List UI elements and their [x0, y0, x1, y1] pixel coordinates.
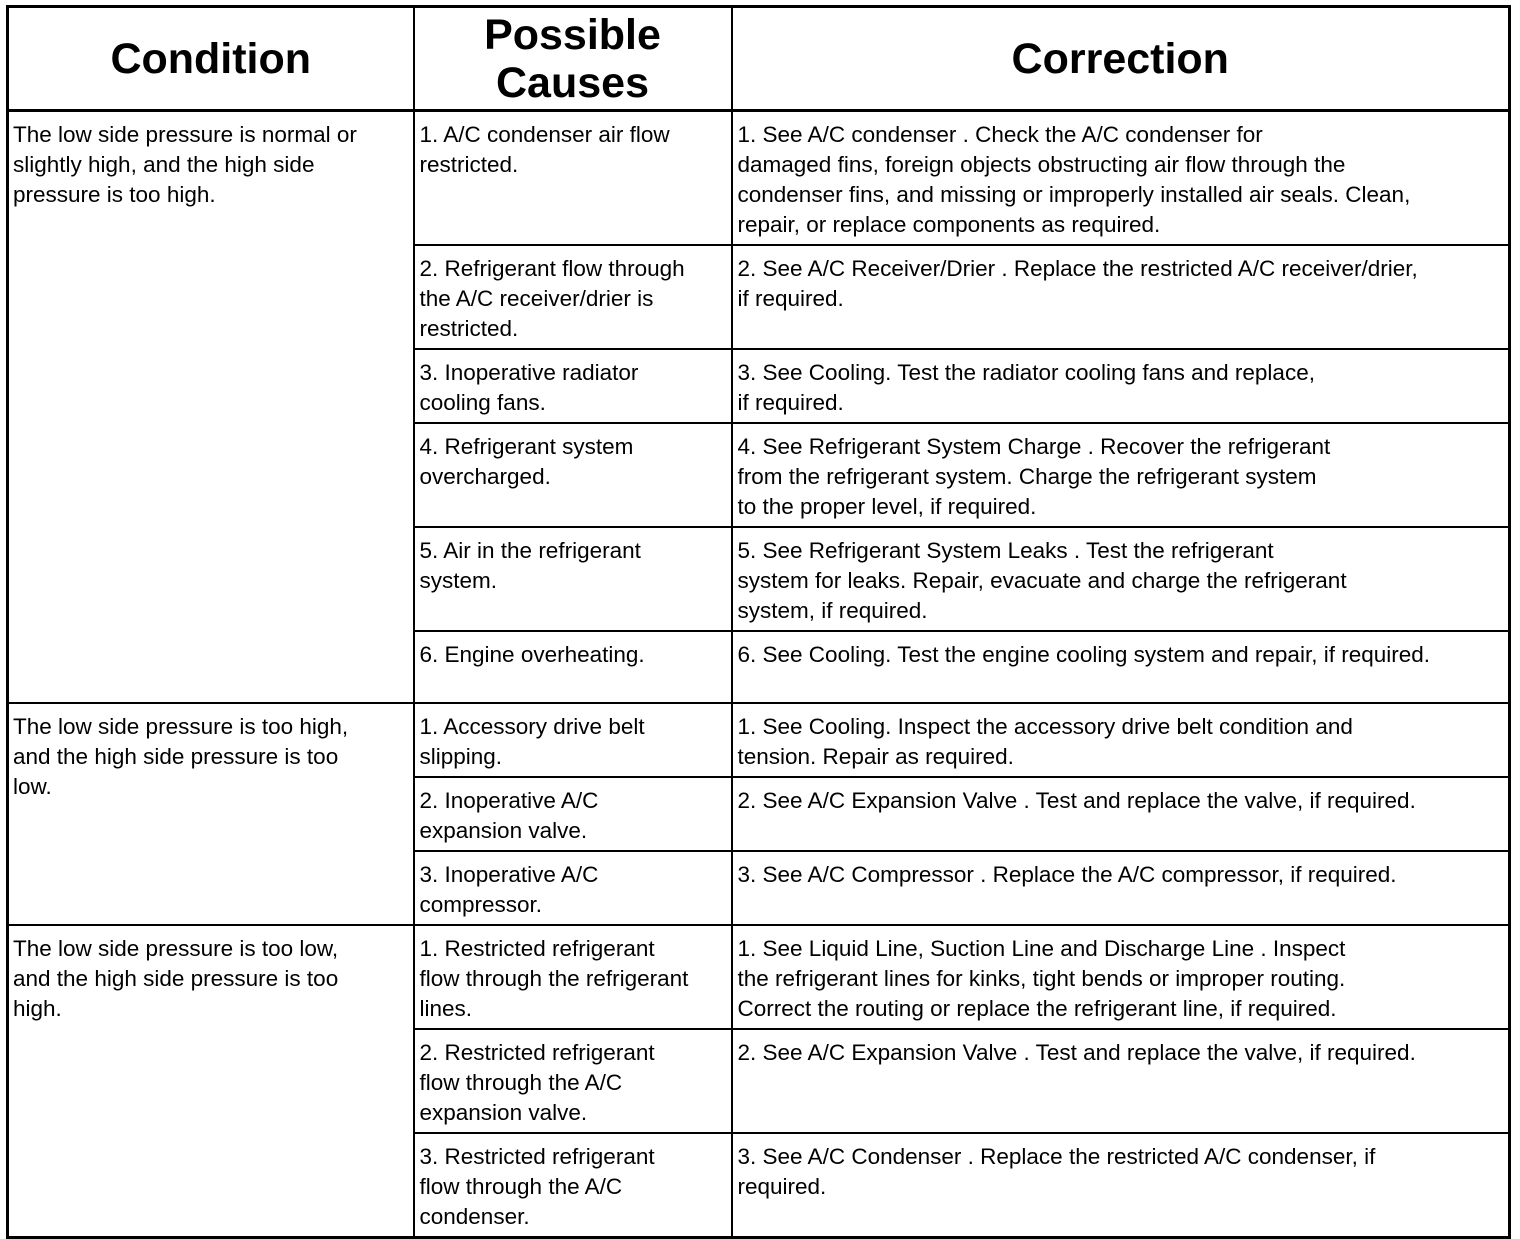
correction-cell	[732, 1029, 1510, 1133]
cause-cell	[414, 111, 732, 246]
cause-text: 4. Refrigerant system overcharged.	[419, 434, 634, 489]
correction-cell	[732, 703, 1510, 777]
cause-text: 5. Air in the refrigerant system.	[419, 538, 641, 593]
cause-cell	[414, 349, 732, 423]
cause-text: 1. Accessory drive belt slipping.	[419, 714, 645, 769]
correction-cell	[732, 527, 1510, 631]
correction-cell	[732, 349, 1510, 423]
correction-text: 1. See Cooling. Inspect the accessory drive belt condition and tension. Repair as required.	[737, 714, 1353, 769]
correction-text: 1. See A/C condenser . Check the A/C condenser for damaged fins, foreign objects obstructing air flow through the condenser fins, and missing or improperly installed air seals. Clean, repair, or replace components as required.	[737, 122, 1411, 237]
condition-text: The low side pressure is too high, and the high side pressure is too low.	[13, 714, 349, 799]
table-row	[8, 703, 1510, 777]
correction-text: 5. See Refrigerant System Leaks . Test the refrigerant system for leaks. Repair, evacuate and charge the refrigerant system, if required.	[737, 538, 1347, 623]
cause-text: 2. Inoperative A/C expansion valve.	[419, 788, 599, 843]
cause-text: 2. Restricted refrigerant flow through the A/C expansion valve.	[419, 1040, 655, 1125]
correction-cell	[732, 423, 1510, 527]
correction-cell	[732, 631, 1510, 703]
cause-text: 2. Refrigerant flow through the A/C receiver/drier is restricted.	[419, 256, 685, 341]
cause-cell	[414, 245, 732, 349]
header-condition: Condition	[8, 7, 414, 111]
correction-text: 4. See Refrigerant System Charge . Recover the refrigerant from the refrigerant system. Charge the refrigerant system to the proper level, if required.	[737, 434, 1331, 519]
correction-text: 3. See A/C Compressor . Replace the A/C compressor, if required.	[737, 862, 1397, 887]
cause-cell	[414, 851, 732, 925]
cause-cell	[414, 703, 732, 777]
cause-cell	[414, 1133, 732, 1238]
condition-cell	[8, 925, 414, 1238]
correction-cell	[732, 777, 1510, 851]
cause-text: 3. Inoperative A/C compressor.	[419, 862, 599, 917]
correction-text: 2. See A/C Receiver/Drier . Replace the restricted A/C receiver/drier, if required.	[737, 256, 1418, 311]
condition-cell	[8, 111, 414, 704]
correction-text: 3. See A/C Condenser . Replace the restricted A/C condenser, if required.	[737, 1144, 1376, 1199]
correction-cell	[732, 925, 1510, 1029]
diagnosis-table	[6, 5, 1511, 1239]
header-row	[8, 7, 1510, 111]
condition-text: The low side pressure is normal or slightly high, and the high side pressure is too high.	[13, 122, 357, 207]
cause-cell	[414, 1029, 732, 1133]
cause-cell	[414, 527, 732, 631]
correction-cell	[732, 111, 1510, 246]
cause-cell	[414, 631, 732, 703]
table-row	[8, 111, 1510, 246]
correction-text: 1. See Liquid Line, Suction Line and Discharge Line . Inspect the refrigerant lines for kinks, tight bends or improper routing. Correct the routing or replace the refrigerant line, if required.	[737, 936, 1346, 1021]
cause-cell	[414, 423, 732, 527]
cause-cell	[414, 777, 732, 851]
correction-text: 3. See Cooling. Test the radiator cooling fans and replace, if required.	[737, 360, 1315, 415]
header-correction: Correction	[732, 7, 1510, 111]
cause-text: 1. Restricted refrigerant flow through the refrigerant lines.	[419, 936, 689, 1021]
cause-cell	[414, 925, 732, 1029]
correction-text: 2. See A/C Expansion Valve . Test and replace the valve, if required.	[737, 788, 1416, 813]
correction-text: 6. See Cooling. Test the engine cooling system and repair, if required.	[737, 642, 1431, 667]
cause-text: 6. Engine overheating.	[419, 642, 645, 667]
cause-text: 3. Inoperative radiator cooling fans.	[419, 360, 639, 415]
cause-text: 3. Restricted refrigerant flow through the A/C condenser.	[419, 1144, 655, 1229]
correction-cell	[732, 851, 1510, 925]
condition-cell	[8, 703, 414, 925]
correction-cell	[732, 245, 1510, 349]
cause-text: 1. A/C condenser air flow restricted.	[419, 122, 670, 177]
table-row	[8, 925, 1510, 1029]
correction-cell	[732, 1133, 1510, 1238]
condition-text: The low side pressure is too low, and the high side pressure is too high.	[13, 936, 339, 1021]
correction-text: 2. See A/C Expansion Valve . Test and replace the valve, if required.	[737, 1040, 1416, 1065]
header-possible-causes: Possible Causes	[414, 7, 732, 111]
